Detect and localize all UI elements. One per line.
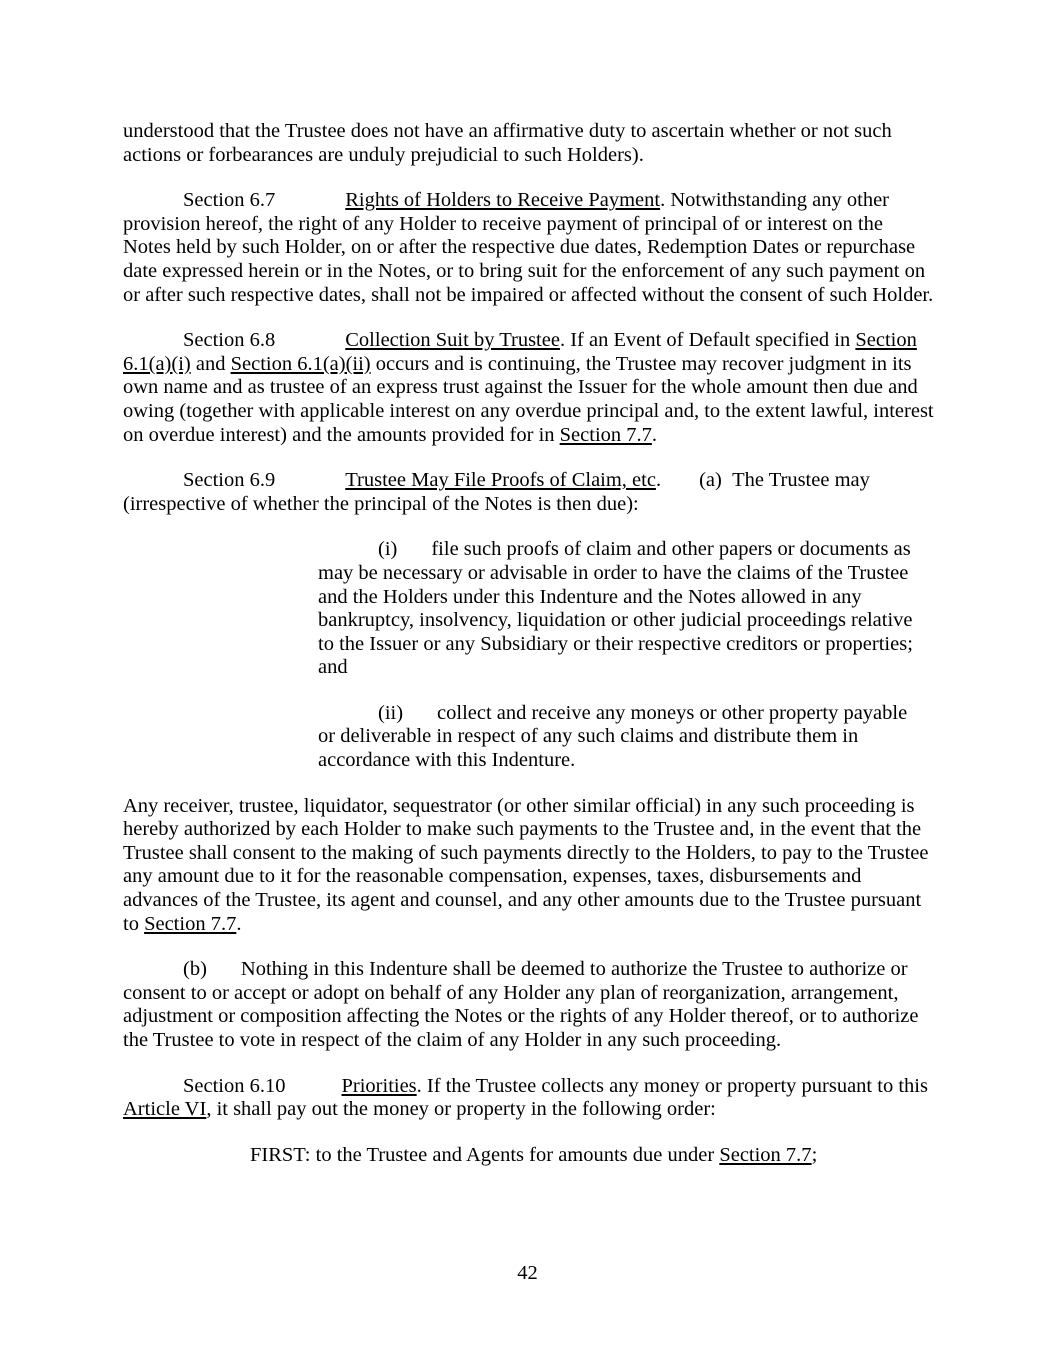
section-6-10-body: , it shall pay out the money or property in the following order: (206, 1098, 716, 1121)
section-6-9-label: Section 6.9 (183, 469, 276, 492)
section-6-8-body: . (651, 423, 658, 446)
subsection-b-text: Nothing in this Indenture shall be deemed to authorize the Trustee to authorize or consent to or accept or adopt on behalf of any Holder any plan of reorganization, arrangement, adjustment or composition affecting the Notes or the rights of any Holder thereof, or to authorize the Trustee to vote in respect of the claim of any Holder in any such proceeding. (123, 958, 919, 1051)
section-6-8-heading: Collection Suit by Trustee (345, 329, 560, 352)
article-vi-ref: Article VI (123, 1098, 207, 1121)
section-ref-6-1-a-i: Section 6.1(a)(i) (123, 329, 917, 375)
clause-ii-text: collect and receive any moneys or other property payable or deliverable in respect of any such claims and distribute them in accordance with this Indenture. (318, 701, 908, 772)
clause-i-text: file such proofs of claim and other papers or documents as may be necessary or advisable in order to have the claims of the Trustee and the Holders under this Indenture and the Notes allowed in any bankruptcy, insolvency, liquidation or other judicial proceedings relative to the Issuer or any Subsidiary or their respective creditors or properties; and (318, 538, 913, 679)
section-6-8-label: Section 6.8 (183, 329, 276, 352)
section-6-10-body: . If the Trustee collects any money or property pursuant to this (416, 1074, 928, 1097)
section-6-7-heading: Rights of Holders to Receive Payment (345, 189, 661, 212)
page-content (123, 120, 935, 1189)
section-6-7-label: Section 6.7 (183, 189, 276, 212)
any-receiver-text: Any receiver, trustee, liquidator, sequestrator (or other similar official) in any such proceeding is hereby authorized by each Holder to make such payments to the Trustee and, in the event that the Trustee shall consent to the making of such payments directly to the Holders, to pay to the Trustee any amount due to it for the reasonable compensation, expenses, taxes, disbursements and advances of the Trustee, its agent and counsel, and any other amounts due to the Trustee pursuant to (123, 794, 929, 935)
first-priority-text: ; (811, 1143, 818, 1166)
clause-ii-marker: (ii) (378, 701, 404, 724)
section-6-10-label: Section 6.10 (183, 1074, 286, 1097)
section-6-7-body: . Notwithstanding any other provision hereof, the right of any Holder to receive payment of principal of or interest on the Notes held by such Holder, on or after the respective due dates, Redemption Dates or repurchase date expressed herein or in the Notes, or to bring suit for the enforcement of any such payment on or after such respective dates, shall not be impaired or affected without the consent of such Holder. (123, 189, 934, 306)
clause-ii (318, 702, 925, 773)
first-priority-text: FIRST: to the Trustee and Agents for amounts due under (250, 1143, 720, 1166)
paragraph-section-6-10 (123, 1075, 935, 1122)
section-6-8-body: occurs and is continuing, the Trustee may recover judgment in its own name and as trustee of an express trust against the Issuer for the whole amount then due and owing (together with applicable interest on any overdue principal and, to the extent lawful, interest on overdue interest) and the amounts provided for in (123, 352, 934, 446)
paragraph-any-receiver (123, 795, 935, 937)
clause-i (318, 538, 925, 680)
any-receiver-text: . (236, 912, 242, 935)
continuation-text: understood that the Trustee does not have an affirmative duty to ascertain whether or not such actions or forbearances are unduly prejudicial to such Holders). (123, 120, 892, 166)
paragraph-first-priority (250, 1144, 935, 1168)
paragraph-section-6-9 (123, 469, 935, 516)
paragraph-subsection-b (123, 958, 935, 1052)
page-number: 42 (517, 1262, 538, 1284)
paragraph-section-6-7 (123, 189, 935, 307)
section-6-10-heading: Priorities (341, 1074, 417, 1097)
paragraph-section-6-8 (123, 329, 935, 447)
paragraph-continuation (123, 120, 935, 167)
subsection-a-text: (a) The Trustee may (irrespective of whether the principal of the Notes is then due): (123, 469, 870, 515)
section-ref-7-7: Section 7.7 (144, 912, 237, 935)
section-ref-7-7: Section 7.7 (559, 423, 652, 446)
section-6-8-body: and (190, 352, 231, 375)
subsection-b-marker: (b) (183, 958, 207, 981)
section-6-9-heading-period: . (655, 469, 662, 492)
section-ref-7-7: Section 7.7 (719, 1143, 812, 1166)
clause-i-marker: (i) (378, 538, 398, 561)
section-ref-6-1-a-ii: Section 6.1(a)(ii) (230, 352, 371, 375)
section-6-9-heading: Trustee May File Proofs of Claim, etc (345, 469, 656, 492)
section-6-8-body: . If an Event of Default specified in (559, 329, 856, 352)
